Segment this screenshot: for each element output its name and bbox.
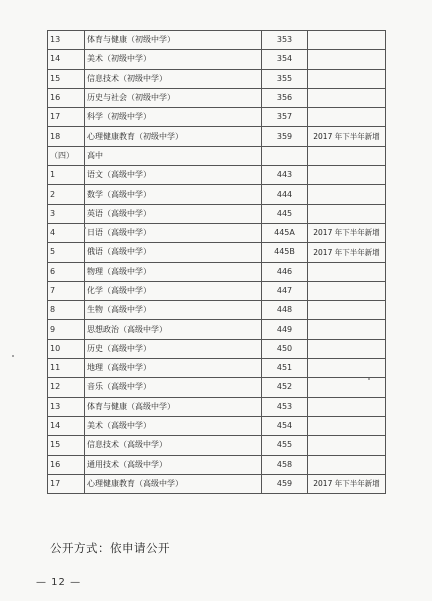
row-index: 1 xyxy=(48,166,85,185)
row-note xyxy=(308,416,386,435)
subject-code: 448 xyxy=(262,301,308,320)
subject-code: 449 xyxy=(262,320,308,339)
row-index: 4 xyxy=(48,223,85,242)
table-row xyxy=(48,185,386,204)
subject-code: 445 xyxy=(262,204,308,223)
row-note xyxy=(308,69,386,88)
row-index: 14 xyxy=(48,50,85,69)
row-index: 8 xyxy=(48,301,85,320)
row-note xyxy=(308,262,386,281)
row-note xyxy=(308,378,386,397)
subject-name: 高中 xyxy=(85,146,262,165)
subject-name: 体育与健康（初级中学） xyxy=(85,31,262,50)
row-note xyxy=(308,436,386,455)
subject-name: 生物（高级中学） xyxy=(85,301,262,320)
table-row xyxy=(48,359,386,378)
subject-name: 数学（高级中学） xyxy=(85,185,262,204)
row-note xyxy=(308,204,386,223)
scan-speck xyxy=(84,227,86,229)
row-note xyxy=(308,359,386,378)
row-index: 16 xyxy=(48,88,85,107)
row-index: 16 xyxy=(48,455,85,474)
subject-name: 思想政治（高级中学） xyxy=(85,320,262,339)
row-index: 6 xyxy=(48,262,85,281)
table-row xyxy=(48,436,386,455)
row-index: 18 xyxy=(48,127,85,146)
table-row xyxy=(48,204,386,223)
scan-speck xyxy=(368,378,370,380)
row-note xyxy=(308,88,386,107)
subject-code: 455 xyxy=(262,436,308,455)
row-note: 2017 年下半年新增 xyxy=(308,223,386,242)
subject-code: 445B xyxy=(262,243,308,262)
row-index: 14 xyxy=(48,416,85,435)
row-index: 15 xyxy=(48,436,85,455)
subject-name: 心理健康教育（初级中学） xyxy=(85,127,262,146)
table-row xyxy=(48,223,386,242)
table-row xyxy=(48,108,386,127)
table-row xyxy=(48,146,386,165)
subject-name: 日语（高级中学） xyxy=(85,223,262,242)
subject-name: 物理（高级中学） xyxy=(85,262,262,281)
subject-code: 359 xyxy=(262,127,308,146)
page-number: — 12 — xyxy=(36,577,82,588)
subject-code: 454 xyxy=(262,416,308,435)
subject-name: 信息技术（高级中学） xyxy=(85,436,262,455)
subject-name: 科学（初级中学） xyxy=(85,108,262,127)
row-note xyxy=(308,320,386,339)
row-note xyxy=(308,166,386,185)
scan-speck xyxy=(12,355,14,357)
table-body xyxy=(48,31,386,494)
subject-code: 447 xyxy=(262,281,308,300)
table-row xyxy=(48,339,386,358)
subject-name: 心理健康教育（高级中学） xyxy=(85,474,262,493)
subject-code: 353 xyxy=(262,31,308,50)
subject-code: 357 xyxy=(262,108,308,127)
row-note xyxy=(308,339,386,358)
subject-name: 语文（高级中学） xyxy=(85,166,262,185)
subject-name: 俄语（高级中学） xyxy=(85,243,262,262)
table-row xyxy=(48,69,386,88)
table-row xyxy=(48,474,386,493)
table-row xyxy=(48,301,386,320)
row-index: 5 xyxy=(48,243,85,262)
subject-code: 458 xyxy=(262,455,308,474)
row-note xyxy=(308,146,386,165)
subject-code: 356 xyxy=(262,88,308,107)
subject-code: 355 xyxy=(262,69,308,88)
row-note xyxy=(308,185,386,204)
table-row xyxy=(48,397,386,416)
table-row xyxy=(48,262,386,281)
subject-name: 通用技术（高级中学） xyxy=(85,455,262,474)
row-note xyxy=(308,455,386,474)
row-index: 15 xyxy=(48,69,85,88)
table-row xyxy=(48,455,386,474)
row-note xyxy=(308,301,386,320)
row-index: 17 xyxy=(48,474,85,493)
subject-code: 443 xyxy=(262,166,308,185)
row-note: 2017 年下半年新增 xyxy=(308,474,386,493)
row-index: 2 xyxy=(48,185,85,204)
subject-code: 459 xyxy=(262,474,308,493)
subject-name: 音乐（高级中学） xyxy=(85,378,262,397)
subject-code: 451 xyxy=(262,359,308,378)
row-index: 12 xyxy=(48,378,85,397)
subject-code: 452 xyxy=(262,378,308,397)
row-index: 9 xyxy=(48,320,85,339)
table-row xyxy=(48,166,386,185)
subject-code xyxy=(262,146,308,165)
row-index: 10 xyxy=(48,339,85,358)
table-row xyxy=(48,243,386,262)
table-row xyxy=(48,31,386,50)
disclosure-method: 公开方式：依申请公开 xyxy=(50,541,170,555)
subject-name: 体育与健康（高级中学） xyxy=(85,397,262,416)
row-note xyxy=(308,31,386,50)
subject-code: 453 xyxy=(262,397,308,416)
subject-name: 地理（高级中学） xyxy=(85,359,262,378)
subject-code: 445A xyxy=(262,223,308,242)
row-note xyxy=(308,50,386,69)
row-note: 2017 年下半年新增 xyxy=(308,127,386,146)
subject-code: 450 xyxy=(262,339,308,358)
row-index: 11 xyxy=(48,359,85,378)
row-note xyxy=(308,397,386,416)
table-row xyxy=(48,416,386,435)
subject-code: 444 xyxy=(262,185,308,204)
subject-name: 信息技术（初级中学） xyxy=(85,69,262,88)
subject-code: 354 xyxy=(262,50,308,69)
subject-code: 446 xyxy=(262,262,308,281)
table-row xyxy=(48,88,386,107)
subject-name: 历史与社会（初级中学） xyxy=(85,88,262,107)
row-index: 13 xyxy=(48,397,85,416)
table-row xyxy=(48,320,386,339)
row-index: （四） xyxy=(48,146,85,165)
subject-name: 历史（高级中学） xyxy=(85,339,262,358)
row-index: 17 xyxy=(48,108,85,127)
subject-name: 美术（高级中学） xyxy=(85,416,262,435)
row-note xyxy=(308,281,386,300)
row-index: 7 xyxy=(48,281,85,300)
table-row xyxy=(48,378,386,397)
subject-name: 英语（高级中学） xyxy=(85,204,262,223)
table-row xyxy=(48,127,386,146)
table-row xyxy=(48,50,386,69)
row-index: 13 xyxy=(48,31,85,50)
subject-name: 化学（高级中学） xyxy=(85,281,262,300)
table-row xyxy=(48,281,386,300)
row-note xyxy=(308,108,386,127)
subject-code-table xyxy=(47,30,386,494)
row-index: 3 xyxy=(48,204,85,223)
subject-name: 美术（初级中学） xyxy=(85,50,262,69)
row-note: 2017 年下半年新增 xyxy=(308,243,386,262)
